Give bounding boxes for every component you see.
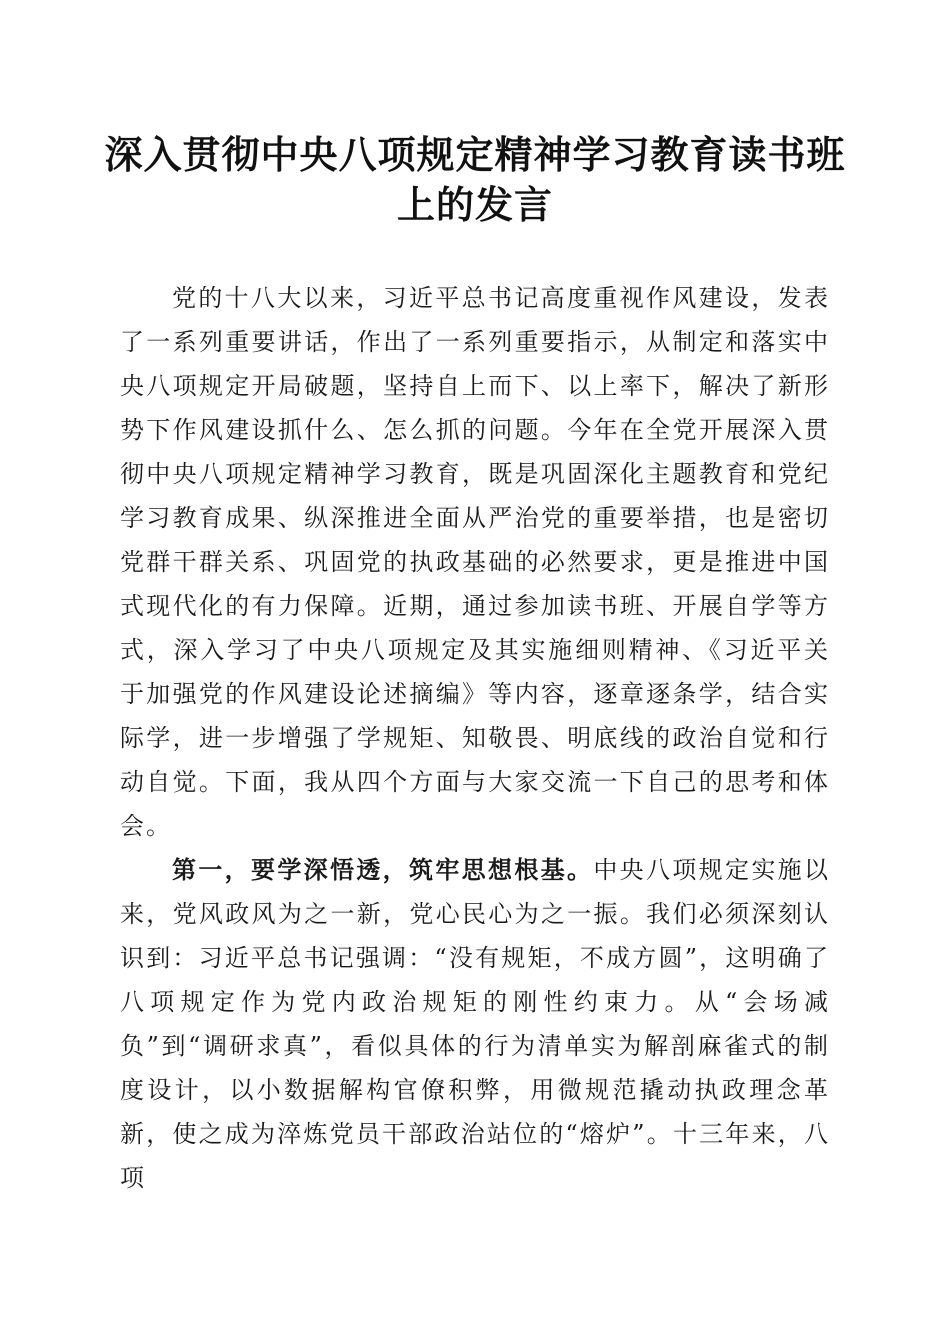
document-title: 深入贯彻中央八项规定精神学习教育读书班上的发言 [104, 132, 846, 227]
paragraph-intro [120, 276, 830, 848]
paragraph-first-point-text: 中央八项规定实施以来，党风政风为之一新，党心民心为之一振。我们必须深刻认识到：习近平总书记强调：“没有规矩，不成方圆”，这明确了八项规定作为党内政治规矩的刚性约束力。从“会场减负”到“调研求真”，看似具体的行为清单实为解剖麻雀式的制度设计，以小数据解构官僚积弊，用微规范撬动执政理念革新，使之成为淬炼党员干部政治站位的“熔炉”。十三年来，八项 [120, 856, 831, 1192]
document-body [120, 276, 830, 1200]
paragraph-intro-text: 党的十八大以来，习近平总书记高度重视作风建设，发表了一系列重要讲话，作出了一系列重要指示，从制定和落实中央八项规定开局破题，坚持自上而下、以上率下，解决了新形势下作风建设抓什么、怎么抓的问题。今年在全党开展深入贯彻中央八项规定精神学习教育，既是巩固深化主题教育和党纪学习教育成果、纵深推进全面从严治党的重要举措，也是密切党群干群关系、巩固党的执政基础的必然要求，更是推进中国式现代化的有力保障。近期，通过参加读书班、开展自学等方式，深入学习了中央八项规定及其实施细则精神、《习近平关于加强党的作风建设论述摘编》等内容，逐章逐条学，结合实际学，进一步增强了学规矩、知敬畏、明底线的政治自觉和行动自觉。下面，我从四个方面与大家交流一下自己的思考和体会。 [120, 284, 830, 840]
paragraph-first-point-lead: 第一，要学深悟透，筑牢思想根基。 [172, 855, 594, 884]
paragraph-first-point [120, 848, 830, 1200]
